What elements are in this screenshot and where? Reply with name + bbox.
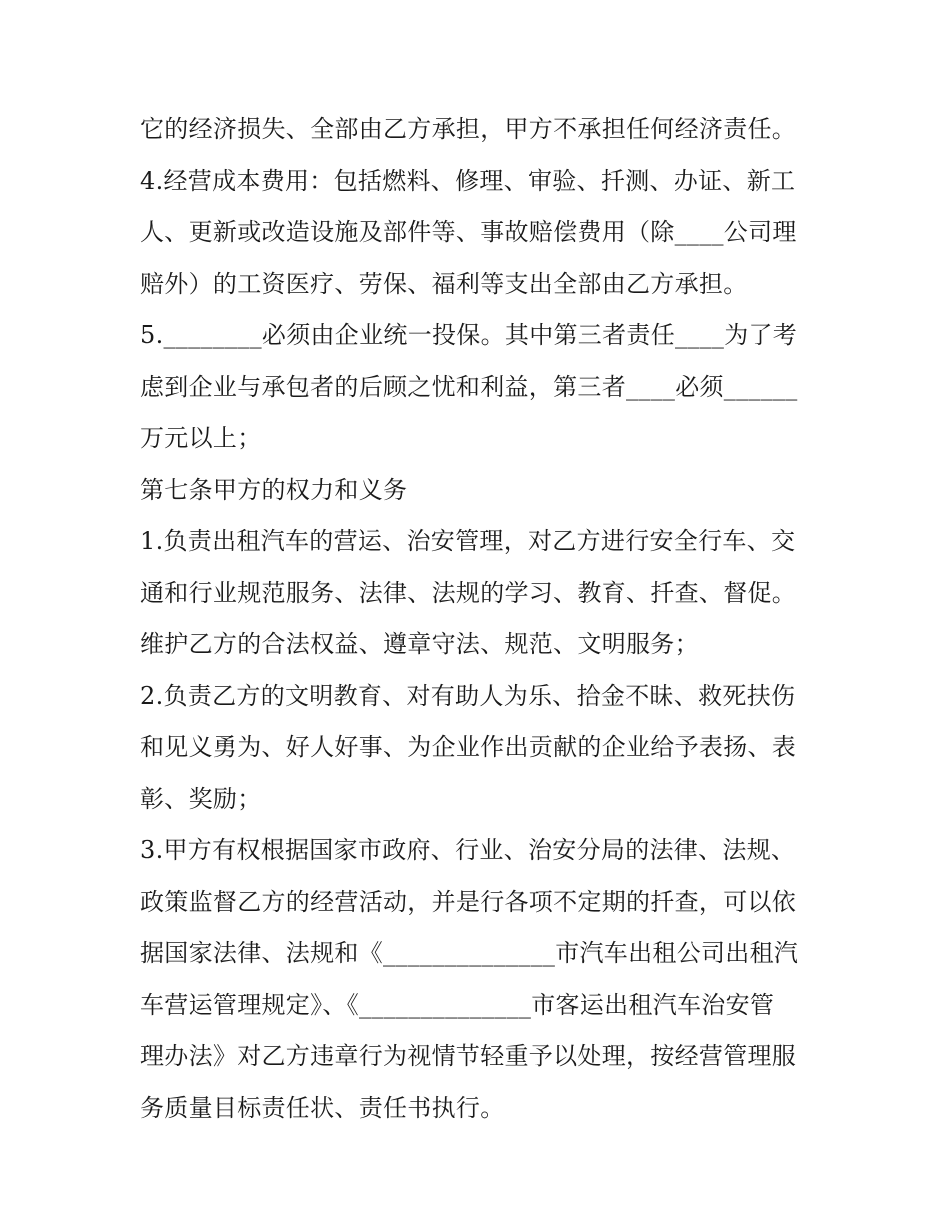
text-line: 车营运管理规定》、《______________市客运出租汽车治安管 [140, 990, 775, 1019]
text-line: 据国家法律、法规和《______________市汽车出租公司出租汽 [140, 939, 799, 967]
text-line: 虑到企业与承包者的后顾之忧和利益，第三者____必须______ [140, 372, 798, 401]
text-line: 理办法》对乙方违章行为视情节轻重予以处理，按经营管理服 [140, 1042, 797, 1070]
document-body [140, 104, 820, 1134]
text-line: 维护乙方的合法权益、遵章守法、规范、文明服务； [140, 630, 699, 658]
text-line: 彰、奖励； [140, 784, 262, 813]
text-line: 2.负责乙方的文明教育、对有助人为乐、拾金不昧、救死扶伤 [140, 681, 796, 710]
text-line: 5.________必须由企业统一投保。其中第三者责任____为了考 [140, 321, 798, 349]
text-line: 通和行业规范服务、法律、法规的学习、教育、扦查、督促。 [140, 578, 797, 607]
text-line: 务质量目标责任状、责任书执行。 [140, 1093, 505, 1122]
text-line: 人、更新或改造设施及部件等、事故赔偿费用（除____公司理 [140, 218, 797, 246]
text-line: 政策监督乙方的经营活动，并是行各项不定期的扦查，可以依 [140, 887, 797, 916]
text-line: 它的经济损失、全部由乙方承担，甲方不承担任何经济责任。 [140, 115, 797, 143]
text-line: 4.经营成本费用：包括燃料、修理、审验、扦测、办证、新工 [140, 166, 796, 195]
text-line: 赔外）的工资医疗、劳保、福利等支出全部由乙方承担。 [140, 269, 748, 298]
text-line: 万元以上； [140, 424, 262, 452]
text-line: 和见义勇为、好人好事、为企业作出贡献的企业给予表扬、表 [140, 733, 797, 761]
section-heading: 第七条甲方的权力和义务 [140, 475, 408, 504]
text-line: 3.甲方有权根据国家市政府、行业、治安分局的法律、法规、 [140, 836, 796, 864]
text-line: 1.负责出租汽车的营运、治安管理，对乙方进行安全行车、交 [140, 527, 796, 555]
